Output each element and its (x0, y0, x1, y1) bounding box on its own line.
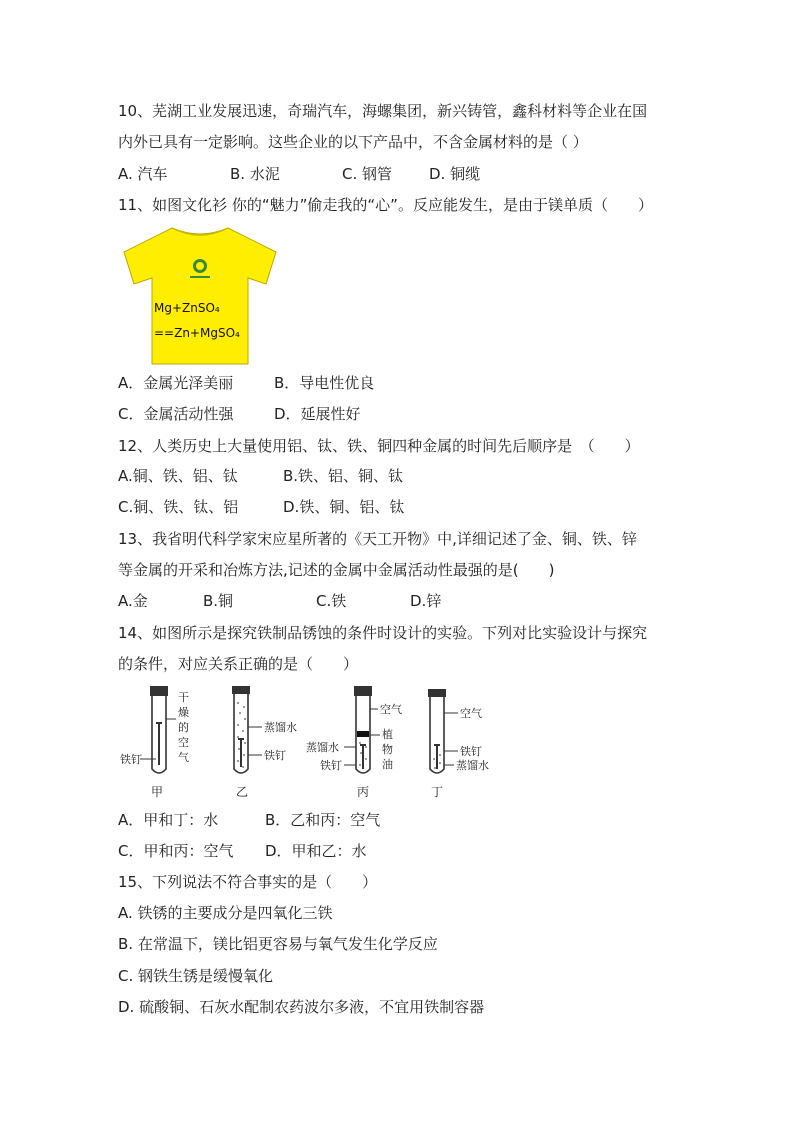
label-bing-oil-2: 物 (382, 743, 393, 756)
q10-option-b: B. 水泥 (230, 165, 280, 183)
rust-experiment-figure (118, 683, 498, 803)
q10-option-c: C. 钢管 (342, 165, 393, 183)
label-yi-name: 乙 (236, 785, 249, 799)
q15-option-b: B. 在常温下，镁比铝更容易与氧气发生化学反应 (118, 935, 438, 953)
tube-jia (120, 686, 189, 799)
label-yi-nail: 铁钉 (264, 749, 286, 762)
q13-option-b: B.铜 (203, 592, 234, 610)
t-shirt-figure (120, 224, 280, 366)
t-shirt-shape (124, 228, 276, 364)
label-bing-nail: 铁钉 (320, 759, 342, 772)
label-jia-dry-5: 气 (178, 751, 189, 764)
q14-option-b: B．乙和丙：空气 (265, 811, 381, 829)
label-ding-air: 空气 (460, 707, 482, 720)
q11-option-a: A．金属光泽美丽 (118, 374, 234, 392)
label-jia-nail: 铁钉 (120, 753, 142, 766)
q15-option-d: D. 硫酸铜、石灰水配制农药波尔多液，不宜用铁制容器 (118, 998, 485, 1016)
q14-option-a: A．甲和丁：水 (118, 811, 219, 829)
q10-option-a: A. 汽车 (118, 165, 168, 183)
tube-ding (428, 689, 489, 799)
q14-option-d: D．甲和乙：水 (265, 842, 367, 860)
q15-option-c: C. 钢铁生锈是缓慢氧化 (118, 967, 274, 985)
q11-option-b: B．导电性优良 (274, 374, 375, 392)
q10-stem-line1: 10、芜湖工业发展迅速，奇瑞汽车，海螺集团，新兴铸管，鑫科材料等企业在国 (118, 102, 648, 120)
q15-stem-line1: 15、下列说法不符合事实的是（ ） (118, 873, 378, 891)
q12-option-c: C.铜、铁、钛、铝 (118, 498, 239, 516)
label-ding-name: 丁 (431, 785, 444, 799)
q12-option-a: A.铜、铁、铝、钛 (118, 467, 238, 485)
q15-option-a: A. 铁锈的主要成分是四氧化三铁 (118, 904, 333, 922)
q12-option-d: D.铁、铜、铝、钛 (283, 498, 405, 516)
q13-stem-line2: 等金属的开采和冶炼方法,记述的金属中金属活动性最强的是( ) (118, 561, 555, 579)
label-bing-water: 蒸馏水 (306, 741, 339, 754)
shirt-equation-line1: Mg+ZnSO₄ (154, 301, 220, 315)
shirt-equation-line2: ==Zn+MgSO₄ (154, 326, 240, 340)
q10-option-d: D. 铜缆 (429, 165, 481, 183)
q12-option-b: B.铁、铝、铜、钛 (283, 467, 404, 485)
tube-yi (232, 686, 297, 799)
q11-option-d: D．延展性好 (274, 405, 361, 423)
label-jia-dry-2: 燥 (178, 706, 189, 719)
q10-stem-line2: 内外已具有一定影响。这些企业的以下产品中，不含金属材料的是（ ） (118, 133, 588, 151)
q14-option-c: C．甲和丙：空气 (118, 842, 234, 860)
label-bing-air: 空气 (380, 703, 402, 716)
label-ding-water: 蒸馏水 (456, 759, 489, 772)
q13-option-a: A.金 (118, 592, 148, 610)
q14-stem-line1: 14、如图所示是探究铁制品锈蚀的条件时设计的实验。下列对比实验设计与探究 (118, 624, 648, 642)
q14-stem-line2: 的条件，对应关系正确的是（ ） (118, 655, 359, 673)
label-jia-dry-1: 干 (178, 691, 189, 704)
label-bing-name: 丙 (357, 785, 370, 799)
q13-option-c: C.铁 (316, 592, 347, 610)
q11-stem-line1: 11、如图文化衫 你的“魅力”偷走我的“心”。反应能发生，是由于镁单质（ ） (118, 196, 653, 214)
q13-option-d: D.锌 (410, 592, 442, 610)
label-jia-dry-3: 的 (178, 721, 189, 734)
label-yi-water: 蒸馏水 (264, 721, 297, 734)
label-jia-name: 甲 (151, 785, 164, 799)
oil-layer (357, 731, 369, 737)
tube-bing (306, 686, 402, 799)
label-bing-oil-3: 油 (382, 758, 393, 771)
q12-stem-line1: 12、人类历史上大量使用铝、钛、铁、铜四种金属的时间先后顺序是 （ ） (118, 437, 640, 455)
label-bing-oil-1: 植 (382, 728, 393, 741)
label-ding-nail: 铁钉 (460, 745, 482, 758)
label-jia-dry-4: 空 (178, 736, 189, 749)
q11-option-c: C．金属活动性强 (118, 405, 234, 423)
q13-stem-line1: 13、我省明代科学家宋应星所著的《天工开物》中,详细记述了金、铜、铁、锌 (118, 530, 637, 548)
